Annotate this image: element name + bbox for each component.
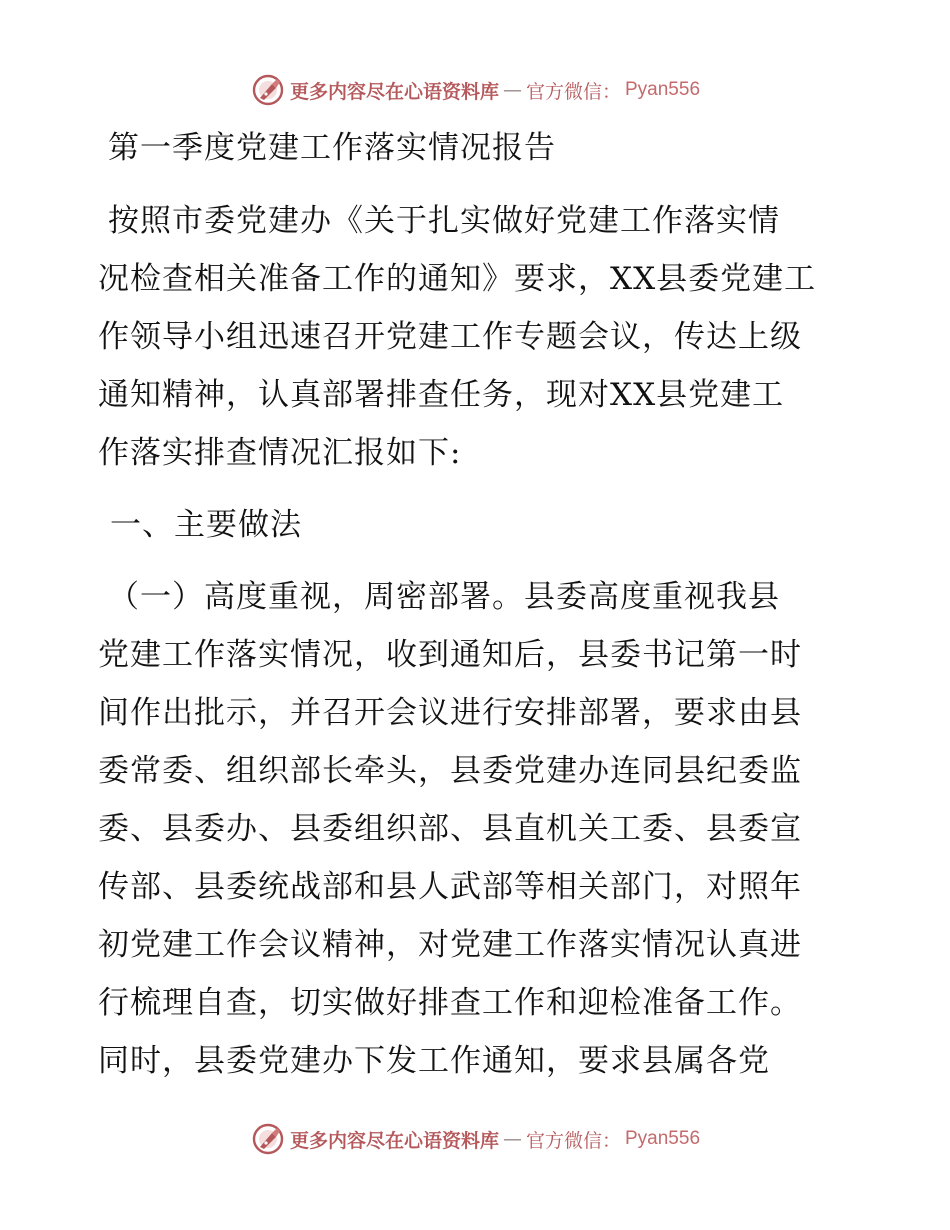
- section-paragraph: [98, 568, 858, 1090]
- paragraph-line: 作落实排查情况汇报如下:: [98, 435, 462, 471]
- pen-nib-logo-icon: [250, 72, 286, 108]
- footer-watermark: [0, 1119, 950, 1159]
- intro-paragraph: [98, 192, 858, 482]
- header-watermark: [0, 70, 950, 110]
- paragraph-line: 党建工作落实情况，收到通知后，县委书记第一时: [98, 637, 802, 673]
- document-title: 第一季度党建工作落实情况报告: [108, 130, 556, 166]
- watermark-brand: 更多内容尽在心语资料库: [289, 1129, 499, 1152]
- watermark-label: 官方微信：: [525, 80, 621, 103]
- paragraph-line: 间作出批示，并召开会议进行安排部署，要求由县: [98, 695, 802, 731]
- document-body: [98, 118, 858, 1090]
- watermark-group: [250, 72, 700, 108]
- paragraph-line: 况检查相关准备工作的通知》要求，XX县委党建工: [98, 261, 817, 297]
- paragraph-line: 按照市委党建办《关于扎实做好党建工作落实情: [108, 203, 780, 239]
- section-heading: 一、主要做法: [110, 507, 302, 543]
- watermark-separator: —: [502, 1128, 522, 1150]
- watermark-account: Pyan556: [625, 79, 701, 100]
- paragraph-line: 通知精神，认真部署排查任务，现对XX县党建工: [98, 377, 785, 413]
- paragraph-line: 委常委、组织部长牵头，县委党建办连同县纪委监: [98, 753, 802, 789]
- pen-nib-logo-icon: [250, 1121, 286, 1157]
- watermark-separator: —: [502, 79, 522, 101]
- watermark-brand: 更多内容尽在心语资料库: [289, 80, 499, 103]
- paragraph-line: （一）高度重视，周密部署。县委高度重视我县: [108, 579, 780, 615]
- paragraph-line: 行梳理自查，切实做好排查工作和迎检准备工作。: [98, 985, 802, 1021]
- paragraph-line: 委、县委办、县委组织部、县直机关工委、县委宣: [98, 811, 802, 847]
- paragraph-line: 初党建工作会议精神，对党建工作落实情况认真进: [98, 927, 802, 963]
- watermark-group: [250, 1121, 700, 1157]
- paragraph-line: 同时，县委党建办下发工作通知，要求县属各党: [98, 1043, 770, 1079]
- paragraph-line: 传部、县委统战部和县人武部等相关部门，对照年: [98, 869, 802, 905]
- section-heading-block: [98, 496, 858, 554]
- watermark-label: 官方微信：: [525, 1129, 621, 1152]
- paragraph-line: 作领导小组迅速召开党建工作专题会议，传达上级: [98, 319, 802, 355]
- watermark-account: Pyan556: [625, 1128, 701, 1149]
